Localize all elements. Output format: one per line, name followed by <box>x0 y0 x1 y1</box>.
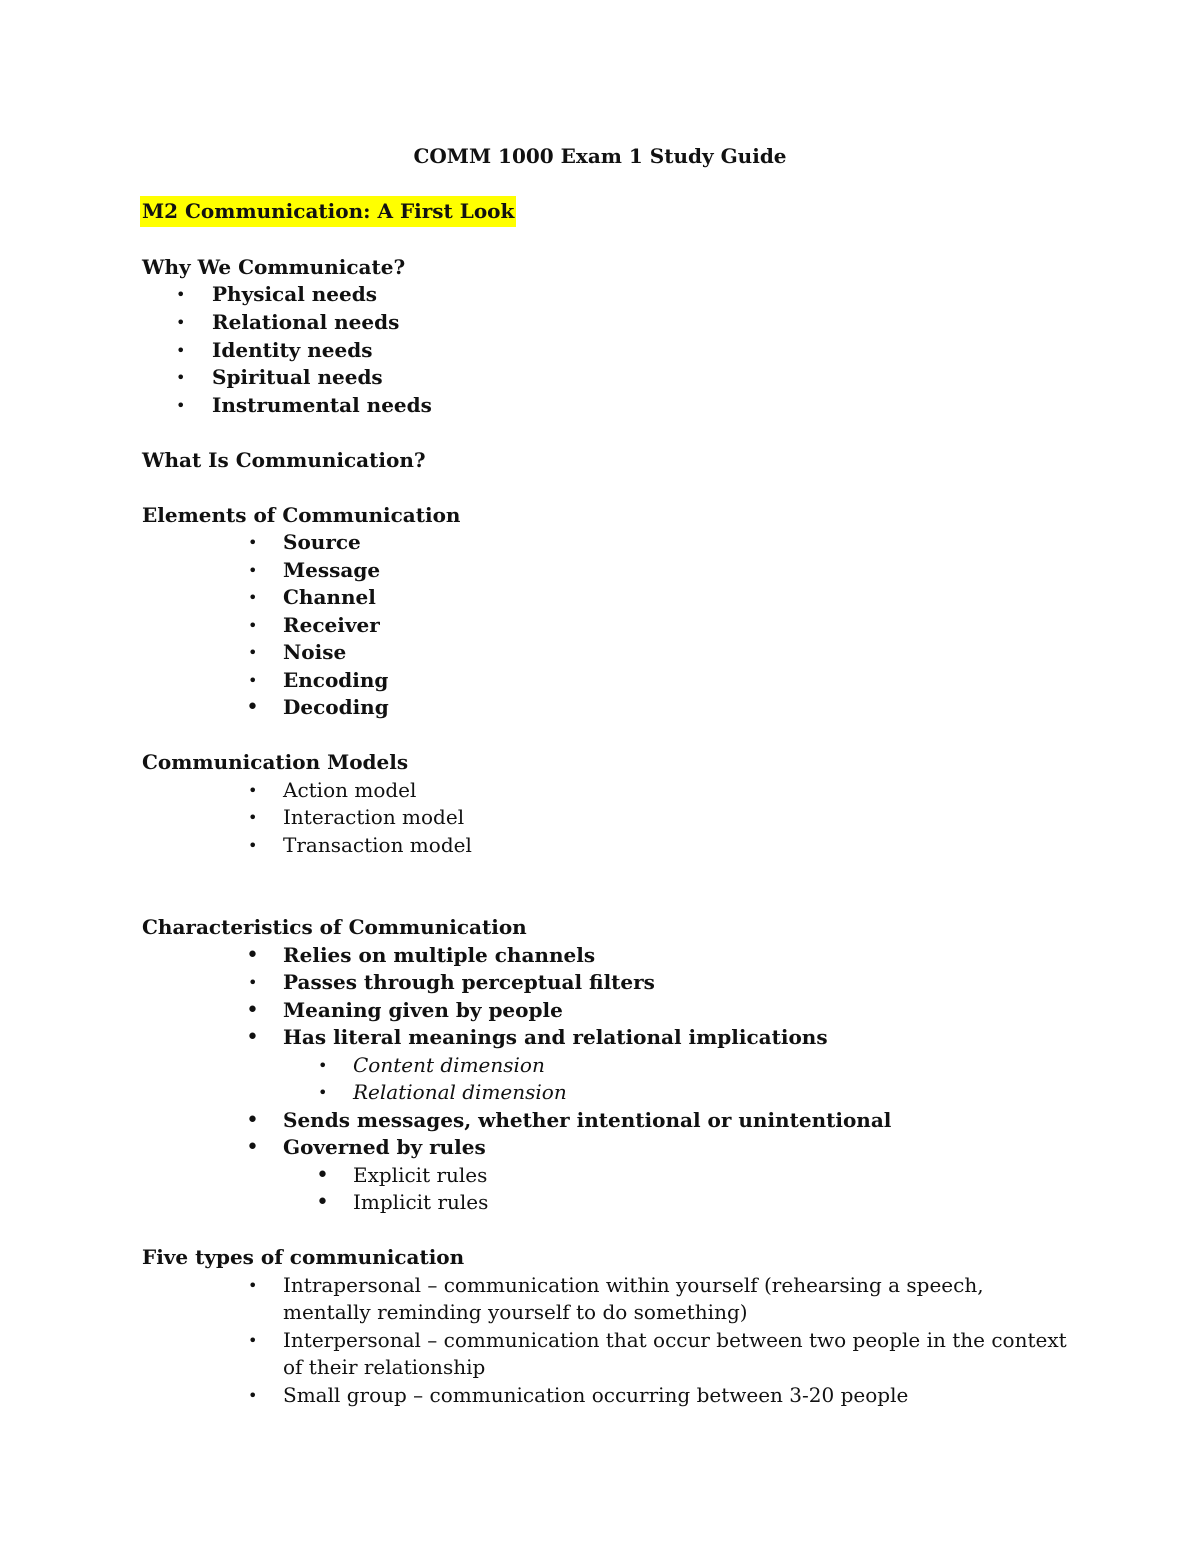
list-item-continuation: of their relationship <box>283 1355 486 1379</box>
what-heading: What Is Communication? <box>142 448 426 472</box>
list-item: Relies on multiple channels <box>283 943 596 967</box>
list-item: Relational needs <box>212 310 400 334</box>
list-item: Passes through perceptual filters <box>283 970 655 994</box>
list-item: Decoding <box>283 695 389 719</box>
bullet-icon: • <box>176 285 186 304</box>
list-item: Transaction model <box>283 833 472 857</box>
bullet-icon: • <box>246 695 259 720</box>
bullet-icon: • <box>248 1386 258 1405</box>
bullet-icon: • <box>316 1163 329 1188</box>
list-item: Instrumental needs <box>212 393 432 417</box>
bullet-icon: • <box>176 368 186 387</box>
highlighted-module-heading: M2 Communication: A First Look <box>140 196 516 227</box>
list-item-continuation: mentally reminding yourself to do something) <box>283 1300 748 1324</box>
list-item: Meaning given by people <box>283 998 563 1022</box>
bullet-icon: • <box>248 616 258 635</box>
bullet-icon: • <box>318 1083 328 1102</box>
types-heading: Five types of communication <box>142 1245 465 1269</box>
list-item: Message <box>283 558 381 582</box>
list-item: Channel <box>283 585 376 609</box>
list-item: Source <box>283 530 361 554</box>
list-item: Interaction model <box>283 805 465 829</box>
list-item: Physical needs <box>212 282 377 306</box>
bullet-icon: • <box>248 973 258 992</box>
list-item: Governed by rules <box>283 1135 486 1159</box>
bullet-icon: • <box>316 1190 329 1215</box>
bullet-icon: • <box>248 1331 258 1350</box>
list-item: Sends messages, whether intentional or unintentional <box>283 1108 892 1132</box>
bullet-icon: • <box>246 1108 259 1133</box>
list-item: Action model <box>283 778 417 802</box>
bullet-icon: • <box>318 1056 328 1075</box>
bullet-icon: • <box>248 588 258 607</box>
bullet-icon: • <box>248 781 258 800</box>
list-item: Identity needs <box>212 338 373 362</box>
bullet-icon: • <box>246 1025 259 1050</box>
bullet-icon: • <box>248 671 258 690</box>
list-item: Interpersonal – communication that occur between two people in the context <box>283 1328 1067 1352</box>
bullet-icon: • <box>248 808 258 827</box>
list-subitem: Explicit rules <box>353 1163 488 1187</box>
list-item: Noise <box>283 640 347 664</box>
bullet-icon: • <box>248 1276 258 1295</box>
bullet-icon: • <box>246 943 259 968</box>
bullet-icon: • <box>246 1135 259 1160</box>
bullet-icon: • <box>176 396 186 415</box>
list-subitem: Relational dimension <box>353 1080 567 1104</box>
bullet-icon: • <box>248 533 258 552</box>
document-title: COMM 1000 Exam 1 Study Guide <box>413 144 787 168</box>
module-heading <box>142 201 516 221</box>
bullet-icon: • <box>248 561 258 580</box>
bullet-icon: • <box>246 998 259 1023</box>
models-heading: Communication Models <box>142 750 409 774</box>
why-heading: Why We Communicate? <box>142 255 406 279</box>
list-item: Spiritual needs <box>212 365 383 389</box>
bullet-icon: • <box>176 341 186 360</box>
bullet-icon: • <box>248 836 258 855</box>
characteristics-heading: Characteristics of Communication <box>142 915 527 939</box>
list-subitem: Content dimension <box>353 1053 545 1077</box>
list-item: Intrapersonal – communication within yourself (rehearsing a speech, <box>283 1273 984 1297</box>
list-item: Encoding <box>283 668 389 692</box>
list-item: Has literal meanings and relational implications <box>283 1025 828 1049</box>
list-subitem: Implicit rules <box>353 1190 489 1214</box>
bullet-icon: • <box>248 643 258 662</box>
list-item: Small group – communication occurring between 3-20 people <box>283 1383 909 1407</box>
elements-heading: Elements of Communication <box>142 503 461 527</box>
list-item: Receiver <box>283 613 380 637</box>
bullet-icon: • <box>176 313 186 332</box>
